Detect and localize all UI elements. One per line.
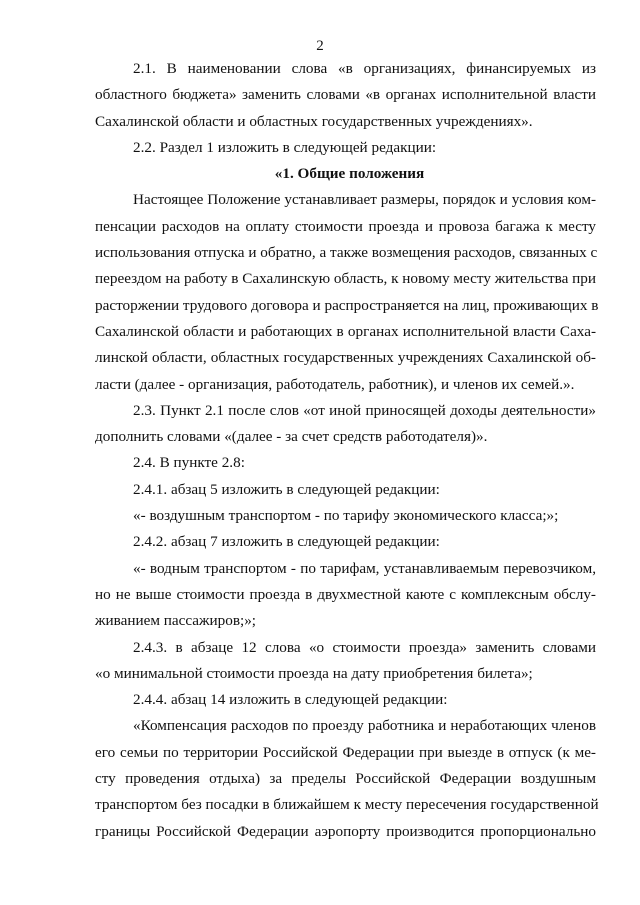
text-line: использования отпуска и обратно, а также возмещения расходов, связанных с	[95, 244, 598, 262]
text-line: «о минимальной стоимости проезда на дату приобретения билета»;	[95, 664, 533, 682]
text-line: «Компенсация расходов по проезду работника и неработающих членов	[133, 717, 596, 735]
text-line: 2.4.4. абзац 14 изложить в следующей редакции:	[133, 691, 448, 709]
text-line: областного бюджета» заменить словами «в органах исполнительной власти	[95, 86, 596, 104]
text-line: 2.4. В пункте 2.8:	[133, 454, 245, 472]
text-line: расторжении трудового договора и распространяется на лиц, проживающих в	[95, 296, 599, 314]
document-body	[95, 56, 599, 845]
text-line: Сахалинской области и областных государственных учреждениях».	[95, 112, 533, 130]
page-number: 2	[316, 38, 324, 54]
text-line: пенсации расходов на оплату стоимости проезда и провоза багажа к месту	[95, 217, 596, 235]
text-line: его семьи по территории Российской Федерации при выезде в отпуск (к ме-	[95, 743, 596, 761]
text-line: живанием пассажиров;»;	[95, 612, 257, 630]
text-line: переездом на работу в Сахалинскую область, к новому месту жительства при	[95, 270, 596, 288]
text-line: транспортом без посадки в ближайшем к месту пересечения государственной	[95, 796, 599, 814]
text-line: границы Российской Федерации аэропорту производится пропорционально	[95, 822, 596, 840]
text-line: дополнить словами «(далее - за счет средств работодателя)».	[95, 428, 488, 446]
text-line: ласти (далее - организация, работодатель, работник), и членов их семей.».	[95, 375, 575, 393]
text-line: «- воздушным транспортом - по тарифу экономического класса;»;	[133, 507, 559, 525]
text-line: 2.4.3. в абзаце 12 слова «о стоимости проезда» заменить словами	[133, 638, 596, 656]
text-line: линской области, областных государственных учреждениях Сахалинской об-	[95, 349, 596, 367]
text-line: 2.3. Пункт 2.1 после слов «от иной приносящей доходы деятельности»	[133, 401, 596, 419]
text-line: Настоящее Положение устанавливает размеры, порядок и условия ком-	[133, 191, 596, 209]
text-line: 2.4.2. абзац 7 изложить в следующей редакции:	[133, 533, 440, 551]
text-line: «- водным транспортом - по тарифам, устанавливаемым перевозчиком,	[133, 559, 596, 577]
text-line: сту проведения отдыха) за пределы Российской Федерации воздушным	[95, 770, 596, 788]
text-line: Сахалинской области и работающих в органах исполнительной власти Саха-	[95, 322, 596, 340]
section-heading: «1. Общие положения	[274, 165, 425, 183]
text-line: 2.4.1. абзац 5 изложить в следующей редакции:	[133, 480, 440, 498]
text-line: 2.1. В наименовании слова «в организациях, финансируемых из	[133, 60, 596, 77]
text-line: 2.2. Раздел 1 изложить в следующей редакции:	[133, 138, 437, 156]
text-line: но не выше стоимости проезда в двухместной каюте с комплексным обслу-	[95, 585, 596, 603]
